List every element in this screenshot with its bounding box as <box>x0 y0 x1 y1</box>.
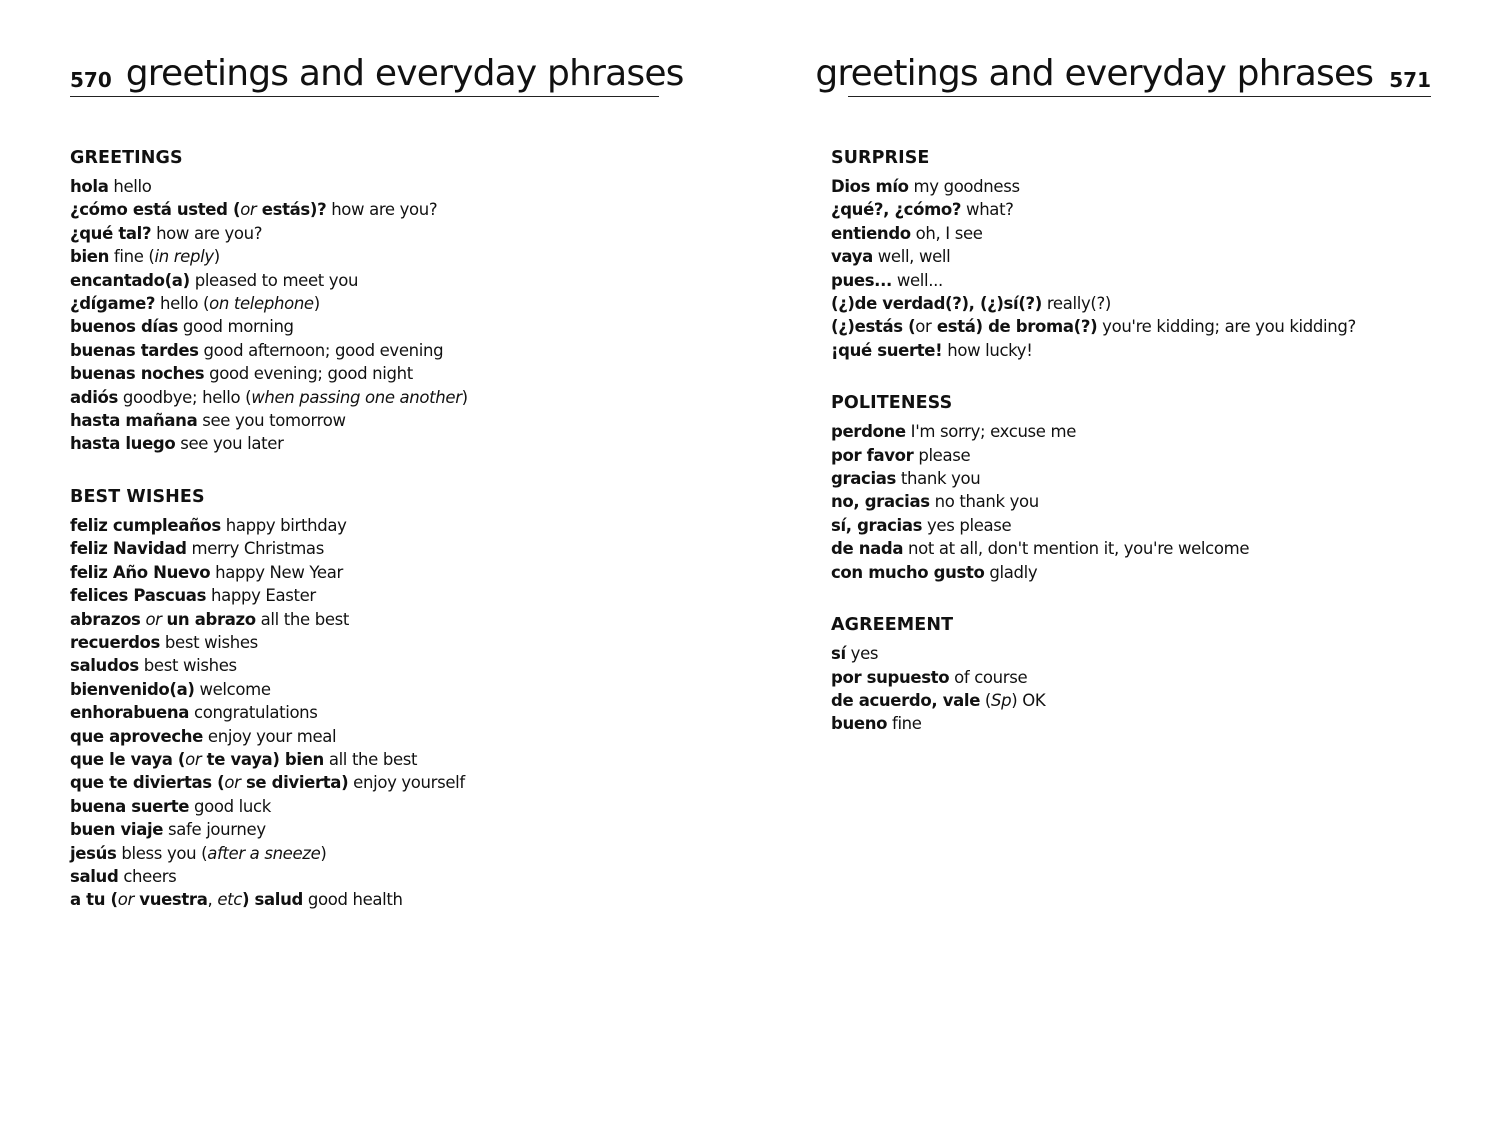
phrase-entry <box>831 537 1471 560</box>
phrase-entry <box>831 269 1471 292</box>
spanish-phrase: buenos días <box>70 317 178 337</box>
spanish-phrase: de acuerdo, vale <box>831 690 981 710</box>
italic-note: after a sneeze <box>207 843 321 863</box>
english-translation: or <box>915 317 932 337</box>
english-translation: ) <box>461 387 468 407</box>
phrase-entry <box>70 771 710 794</box>
spanish-phrase: no, gracias <box>831 492 930 512</box>
spanish-phrase: buen viaje <box>70 820 164 840</box>
phrase-entry <box>70 725 710 748</box>
phrase-entry <box>70 198 710 221</box>
spanish-phrase: feliz cumpleaños <box>70 515 221 535</box>
spanish-phrase: por favor <box>831 445 914 465</box>
spanish-phrase: (¿)de verdad(?), (¿)sí(?) <box>831 294 1042 314</box>
english-translation: my goodness <box>908 177 1020 196</box>
right-page <box>750 0 1500 1136</box>
spanish-phrase: gracias <box>831 469 897 489</box>
english-translation: how are you? <box>326 200 438 220</box>
page-title: greetings and everyday phrases <box>125 53 684 94</box>
spanish-phrase: bien <box>70 247 110 267</box>
english-translation: happy birthday <box>220 515 347 535</box>
spanish-phrase: se divierta) <box>240 773 349 793</box>
english-translation: how lucky! <box>942 340 1033 360</box>
phrase-entry <box>70 514 710 537</box>
phrase-entry <box>831 467 1471 490</box>
english-translation: really(?) <box>1041 294 1111 314</box>
spanish-phrase: por supuesto <box>831 667 950 687</box>
english-translation: fine <box>887 714 922 734</box>
phrase-entry <box>70 678 710 701</box>
english-translation: safe journey <box>163 820 266 840</box>
phrase-entry <box>70 865 710 888</box>
phrase-entry <box>70 245 710 268</box>
spanish-phrase: perdone <box>831 422 906 442</box>
italic-note: or <box>240 200 257 220</box>
phrase-entry <box>70 537 710 560</box>
page-header <box>815 52 1431 97</box>
spanish-phrase: ) salud <box>241 890 303 910</box>
english-translation: cheers <box>118 866 177 886</box>
section-heading: BEST WISHES <box>70 486 205 507</box>
page-title: greetings and everyday phrases <box>815 53 1374 94</box>
phrase-section <box>831 611 1471 736</box>
english-translation: all the best <box>255 609 350 629</box>
italic-note: Sp <box>991 690 1012 710</box>
section-heading: POLITENESS <box>831 393 953 414</box>
phrase-entry <box>70 386 710 409</box>
spanish-phrase: (¿)estás ( <box>831 317 916 337</box>
phrase-section <box>831 144 1471 362</box>
italic-note: or <box>185 749 202 769</box>
english-translation: happy New Year <box>210 562 343 582</box>
english-translation: well, well <box>872 247 951 267</box>
english-translation: gladly <box>984 562 1038 582</box>
phrase-entry <box>70 222 710 245</box>
spanish-phrase: a tu ( <box>70 890 118 910</box>
spanish-phrase: que aproveche <box>70 726 204 746</box>
english-translation: bless you ( <box>116 843 208 863</box>
english-translation: welcome <box>194 679 271 699</box>
phrase-entry <box>831 420 1471 443</box>
english-translation: goodbye; hello ( <box>118 387 252 407</box>
english-translation: well... <box>891 270 943 290</box>
spanish-phrase: con mucho gusto <box>831 562 985 582</box>
english-translation: ) <box>213 247 220 267</box>
spanish-phrase: enhorabuena <box>70 703 190 723</box>
spanish-phrase: saludos <box>70 656 139 676</box>
english-translation: hello ( <box>155 294 210 314</box>
spanish-phrase: ¿qué tal? <box>70 223 152 243</box>
english-translation: congratulations <box>189 703 318 723</box>
english-translation: , <box>207 890 218 910</box>
phrase-section <box>70 483 710 912</box>
spanish-phrase: recuerdos <box>70 632 161 652</box>
spanish-phrase: ¡qué suerte! <box>831 340 943 360</box>
english-translation: best wishes <box>160 632 258 652</box>
phrase-entry <box>70 292 710 315</box>
spanish-phrase: sí <box>831 644 846 664</box>
italic-note: etc <box>217 890 242 910</box>
spanish-phrase: pues... <box>831 270 892 290</box>
page-header <box>70 52 684 97</box>
italic-note: in reply <box>154 247 214 267</box>
english-translation: see you later <box>175 434 284 454</box>
spanish-phrase: Dios mío <box>831 177 909 196</box>
spanish-phrase: feliz Navidad <box>70 539 187 559</box>
phrase-entry <box>70 631 710 654</box>
spanish-phrase: buena suerte <box>70 796 190 816</box>
section-heading: SURPRISE <box>831 148 930 168</box>
english-translation: all the best <box>323 749 418 769</box>
english-translation: yes please <box>922 515 1012 535</box>
phrase-entry <box>831 689 1471 712</box>
phrase-entry <box>831 315 1471 338</box>
english-translation: I'm sorry; excuse me <box>905 422 1077 442</box>
english-translation: oh, I see <box>910 223 983 243</box>
phrase-entry <box>831 666 1471 689</box>
english-translation: what? <box>961 200 1014 220</box>
italic-note: on telephone <box>209 294 314 314</box>
phrase-entry <box>831 175 1471 198</box>
italic-note: or <box>145 609 162 629</box>
phrase-entry <box>70 748 710 771</box>
phrase-entry <box>70 315 710 338</box>
phrase-entry <box>70 795 710 818</box>
english-translation: thank you <box>896 469 981 489</box>
english-translation: good afternoon; good evening <box>198 340 444 360</box>
phrase-entry <box>70 362 710 385</box>
english-translation: good health <box>302 890 403 910</box>
section-heading: GREETINGS <box>70 148 183 168</box>
spanish-phrase: vaya <box>831 247 873 267</box>
phrase-entry <box>70 818 710 841</box>
spanish-phrase: salud <box>70 866 119 886</box>
english-translation: merry Christmas <box>186 539 324 559</box>
english-translation: ) <box>313 294 320 314</box>
phrase-entry <box>70 432 710 455</box>
english-translation: hello <box>108 177 152 196</box>
english-translation: see you tomorrow <box>197 411 346 431</box>
phrase-entry <box>831 514 1471 537</box>
spanish-phrase: entiendo <box>831 223 911 243</box>
spanish-phrase: ¿cómo está usted ( <box>70 200 241 220</box>
phrase-entry <box>70 175 710 198</box>
phrase-entry <box>70 561 710 584</box>
spanish-phrase: te vaya) bien <box>201 749 324 769</box>
phrase-entry <box>831 245 1471 268</box>
phrase-entry <box>70 888 710 911</box>
english-translation: you're kidding; are you kidding? <box>1097 317 1356 337</box>
spanish-phrase: un abrazo <box>166 609 256 629</box>
english-translation: pleased to meet you <box>189 270 359 290</box>
page-number: 570 <box>70 68 112 92</box>
phrase-entry <box>831 339 1471 362</box>
english-translation: good evening; good night <box>204 364 413 384</box>
italic-note: when passing one another <box>251 387 462 407</box>
section-heading: AGREEMENT <box>831 615 954 636</box>
phrase-entry <box>70 339 710 362</box>
italic-note: or <box>117 890 134 910</box>
italic-note: or <box>224 773 241 793</box>
spanish-phrase: hola <box>70 177 109 196</box>
phrase-entry <box>831 222 1471 245</box>
phrase-entry <box>831 490 1471 513</box>
spanish-phrase: hasta luego <box>70 434 176 454</box>
english-translation: no thank you <box>929 492 1039 512</box>
english-translation: ) OK <box>1011 690 1046 710</box>
spanish-phrase: hasta mañana <box>70 411 198 431</box>
english-translation: happy Easter <box>206 586 316 606</box>
phrase-entry <box>70 701 710 724</box>
spanish-phrase: está) de broma(?) <box>931 317 1098 337</box>
spanish-phrase: sí, gracias <box>831 515 923 535</box>
english-translation: enjoy yourself <box>348 773 465 793</box>
english-translation: not at all, don't mention it, you're welcome <box>903 539 1250 559</box>
spanish-phrase: felices Pascuas <box>70 586 207 606</box>
spanish-phrase: estás)? <box>256 200 327 220</box>
spanish-phrase: que te diviertas ( <box>70 773 225 793</box>
spanish-phrase: abrazos <box>70 609 141 629</box>
phrase-entry <box>70 584 710 607</box>
phrase-section <box>831 389 1471 584</box>
spanish-phrase: buenas noches <box>70 364 205 384</box>
page-number: 571 <box>1389 68 1431 92</box>
english-translation: please <box>913 445 971 465</box>
phrase-entry <box>831 712 1471 735</box>
phrase-entry <box>831 561 1471 584</box>
english-translation: enjoy your meal <box>203 726 337 746</box>
spanish-phrase: bienvenido(a) <box>70 679 195 699</box>
phrase-entry <box>70 654 710 677</box>
spanish-phrase: feliz Año Nuevo <box>70 562 211 582</box>
phrase-entry <box>70 269 710 292</box>
english-translation: good luck <box>189 796 271 816</box>
spanish-phrase: buenas tardes <box>70 340 199 360</box>
spanish-phrase: vuestra <box>133 890 208 910</box>
spanish-phrase: que le vaya ( <box>70 749 186 769</box>
spanish-phrase: jesús <box>70 843 117 863</box>
english-translation: ) <box>320 843 327 863</box>
english-translation: best wishes <box>138 656 237 676</box>
spanish-phrase: de nada <box>831 539 904 559</box>
phrase-list <box>70 144 710 939</box>
phrase-entry <box>70 409 710 432</box>
phrase-entry <box>70 842 710 865</box>
phrase-list <box>831 144 1471 763</box>
spanish-phrase: adiós <box>70 387 119 407</box>
spanish-phrase: ¿dígame? <box>70 294 156 314</box>
english-translation: ( <box>980 690 992 710</box>
spanish-phrase: bueno <box>831 714 888 734</box>
spanish-phrase: encantado(a) <box>70 270 190 290</box>
phrase-section <box>70 144 710 456</box>
english-translation: fine ( <box>109 247 155 267</box>
english-translation: yes <box>845 644 879 664</box>
phrase-entry <box>831 642 1471 665</box>
spanish-phrase: ¿qué?, ¿cómo? <box>831 200 962 220</box>
phrase-entry <box>831 198 1471 221</box>
phrase-entry <box>831 444 1471 467</box>
phrase-entry <box>70 608 710 631</box>
phrase-entry <box>831 292 1471 315</box>
english-translation: how are you? <box>151 223 263 243</box>
english-translation: good morning <box>177 317 294 337</box>
english-translation: of course <box>949 667 1028 687</box>
